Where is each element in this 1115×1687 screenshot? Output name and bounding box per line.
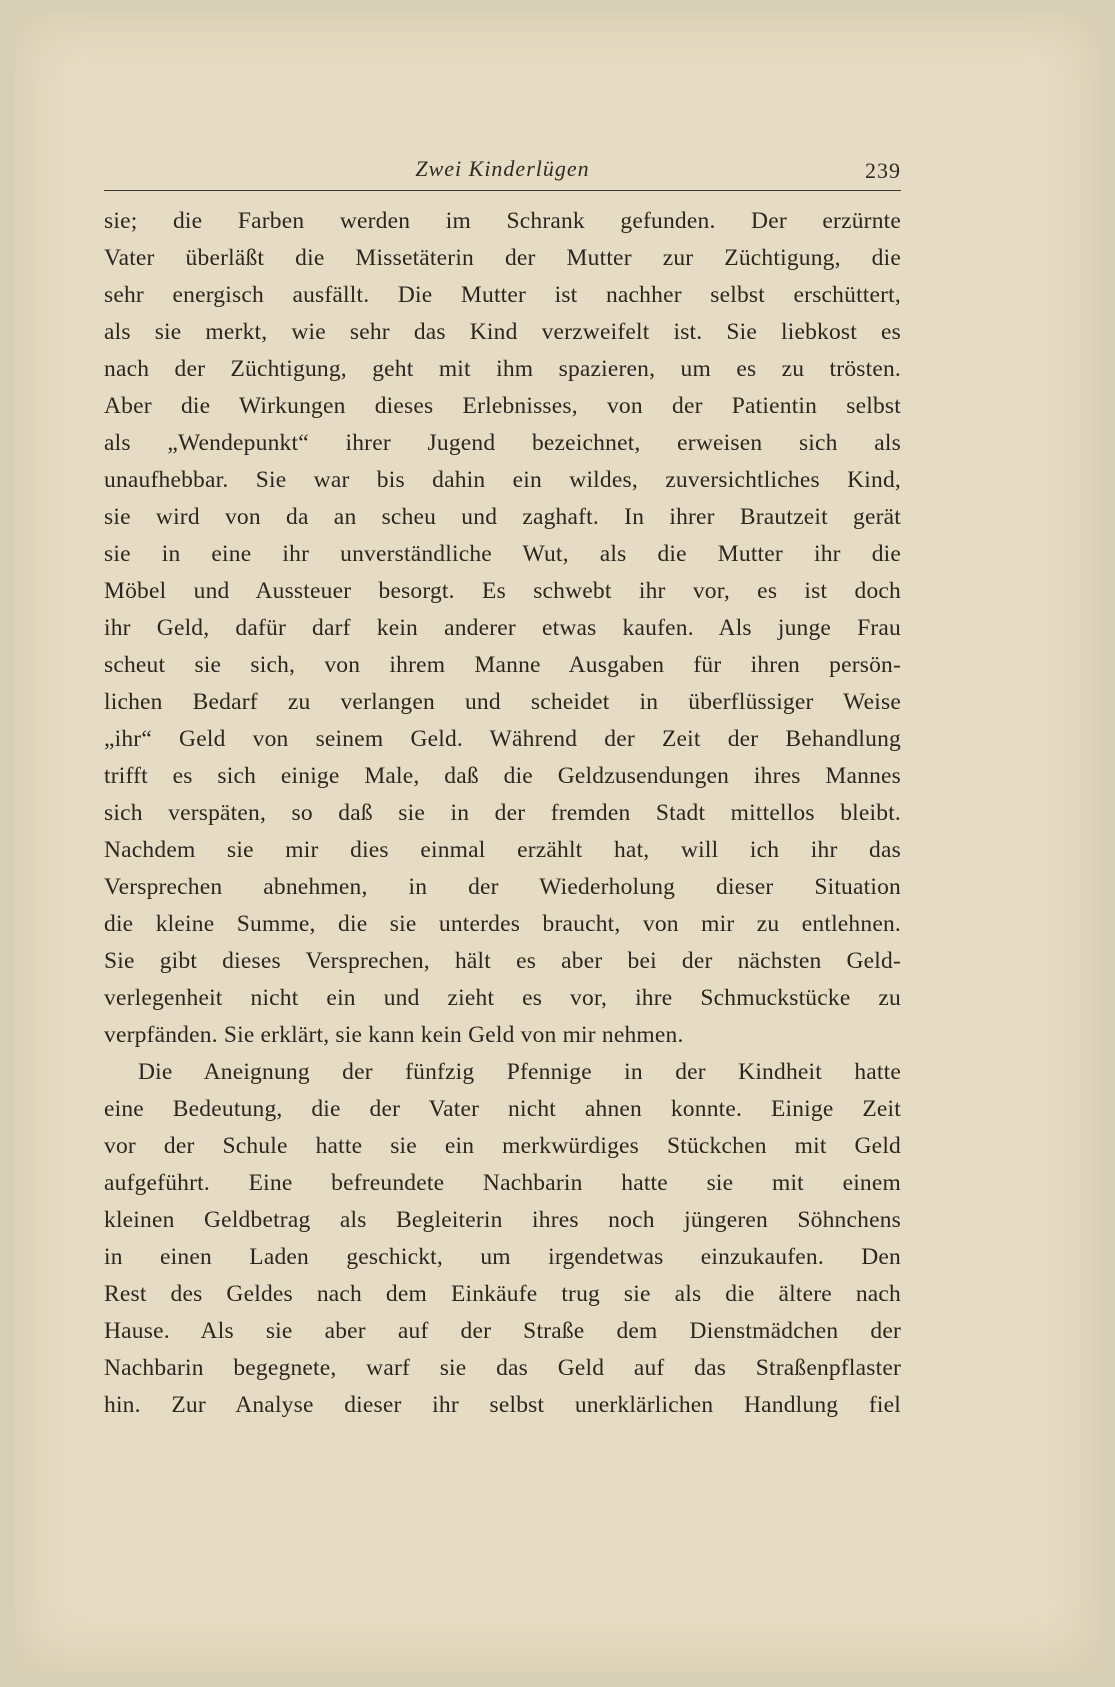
text-line: ihr Geld, dafür darf kein anderer etwas kaufen. Als junge Frau xyxy=(104,615,901,641)
text-line: Vater überläßt die Missetäterin der Mutter zur Züchtigung, die xyxy=(104,245,901,271)
text-line: lichen Bedarf zu verlangen und scheidet in überflüssiger Weise xyxy=(104,689,901,715)
text-line: sie wird von da an scheu und zaghaft. In ihrer Brautzeit gerät xyxy=(104,504,901,530)
text-line: unaufhebbar. Sie war bis dahin ein wildes, zuversichtliches Kind, xyxy=(104,467,901,493)
text-line: Sie gibt dieses Versprechen, hält es aber bei der nächsten Geld- xyxy=(104,948,901,974)
text-line: trifft es sich einige Male, daß die Geldzusendungen ihres Mannes xyxy=(104,763,901,789)
text-line: die kleine Summe, die sie unterdes braucht, von mir zu entlehnen. xyxy=(104,911,901,937)
text-line: Möbel und Aussteuer besorgt. Es schwebt ihr vor, es ist doch xyxy=(104,578,901,604)
running-title: Zwei Kinderlügen xyxy=(415,156,590,181)
text-line: scheut sie sich, von ihrem Manne Ausgaben für ihren persön- xyxy=(104,652,901,678)
text-line: eine Bedeutung, die der Vater nicht ahnen konnte. Einige Zeit xyxy=(104,1096,901,1122)
text-line: vor der Schule hatte sie ein merkwürdiges Stückchen mit Geld xyxy=(104,1133,901,1159)
text-line: als sie merkt, wie sehr das Kind verzweifelt ist. Sie liebkost es xyxy=(104,319,901,345)
book-page xyxy=(14,12,1100,1672)
text-line: nach der Züchtigung, geht mit ihm spazieren, um es zu trösten. xyxy=(104,356,901,382)
text-line: Die Aneignung der fünfzig Pfennige in der Kindheit hatte xyxy=(138,1059,901,1085)
text-line: Versprechen abnehmen, in der Wiederholung dieser Situation xyxy=(104,874,901,900)
text-line: Nachbarin begegnete, warf sie das Geld auf das Straßenpflaster xyxy=(104,1355,901,1381)
text-line: verpfänden. Sie erklärt, sie kann kein Geld von mir nehmen. xyxy=(104,1022,684,1048)
text-line: Hause. Als sie aber auf der Straße dem Dienstmädchen der xyxy=(104,1318,901,1344)
running-header xyxy=(104,150,901,191)
text-line: sich verspäten, so daß sie in der fremden Stadt mittellos bleibt. xyxy=(104,800,901,826)
text-line: sehr energisch ausfällt. Die Mutter ist nachher selbst erschüttert, xyxy=(104,282,901,308)
text-line: verlegenheit nicht ein und zieht es vor, ihre Schmuckstücke zu xyxy=(104,985,901,1011)
text-line: „ihr“ Geld von seinem Geld. Während der Zeit der Behandlung xyxy=(104,726,901,752)
text-line: als „Wendepunkt“ ihrer Jugend bezeichnet, erweisen sich als xyxy=(104,430,901,456)
text-line: in einen Laden geschickt, um irgendetwas einzukaufen. Den xyxy=(104,1244,901,1270)
text-line: sie in eine ihr unverständliche Wut, als die Mutter ihr die xyxy=(104,541,901,567)
body-text xyxy=(104,203,901,1424)
page-number: 239 xyxy=(865,158,901,183)
text-line: kleinen Geldbetrag als Begleiterin ihres noch jüngeren Söhnchens xyxy=(104,1207,901,1233)
text-line: Rest des Geldes nach dem Einkäufe trug sie als die ältere nach xyxy=(104,1281,901,1307)
text-line: Aber die Wirkungen dieses Erlebnisses, von der Patientin selbst xyxy=(104,393,901,419)
text-line: aufgeführt. Eine befreundete Nachbarin hatte sie mit einem xyxy=(104,1170,901,1196)
text-line: sie; die Farben werden im Schrank gefunden. Der erzürnte xyxy=(104,208,901,234)
text-line: Nachdem sie mir dies einmal erzählt hat, will ich ihr das xyxy=(104,837,901,863)
text-line: hin. Zur Analyse dieser ihr selbst unerklärlichen Handlung fiel xyxy=(104,1392,901,1418)
